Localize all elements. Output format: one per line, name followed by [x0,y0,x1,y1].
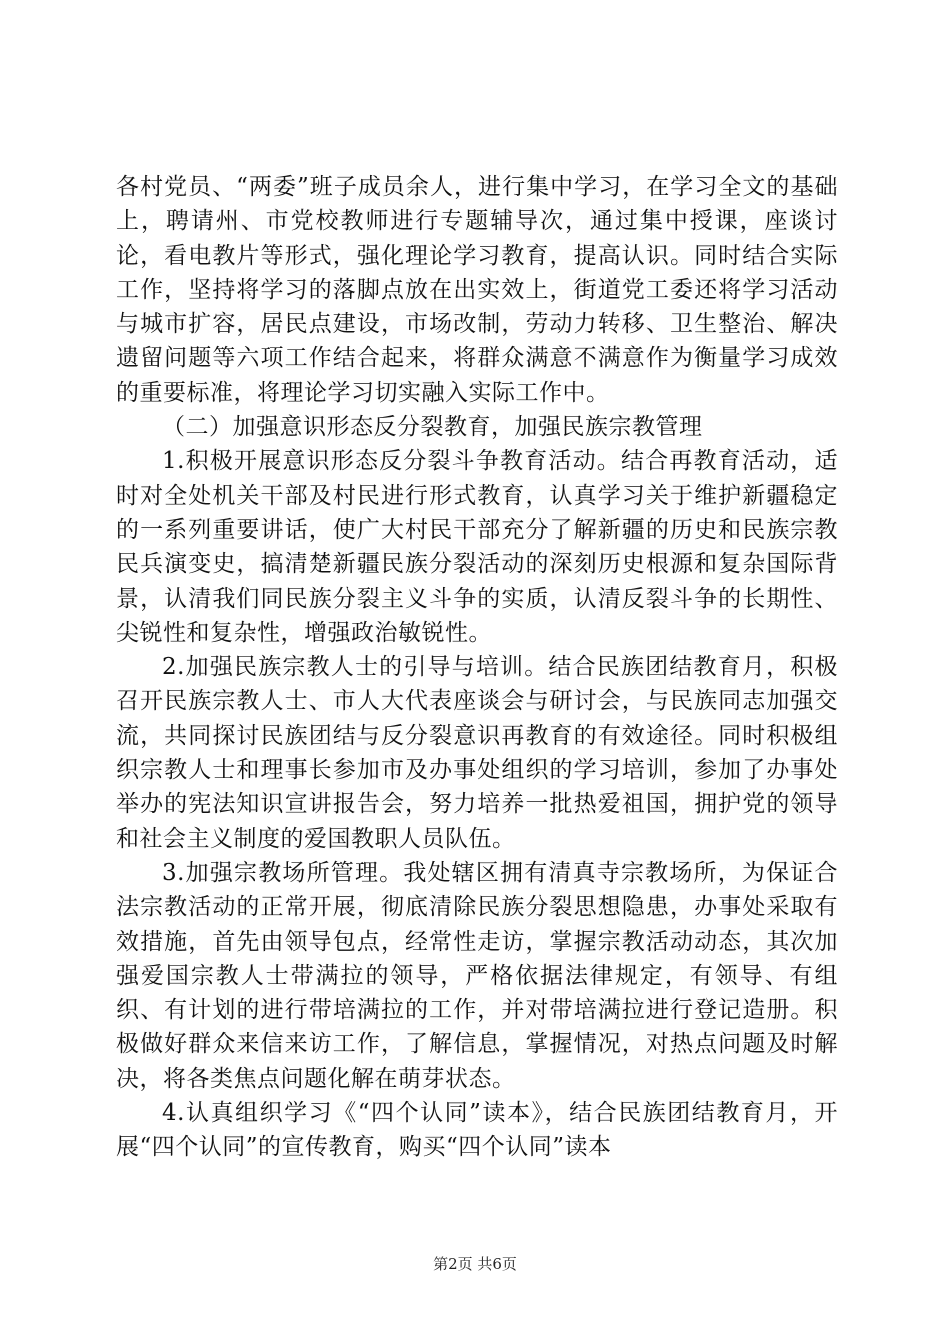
page-number-footer: 第2页 共6页 [433,1255,517,1273]
paragraph-item-2: 2.加强民族宗教人士的引导与培训。结合民族团结教育月，积极召开民族宗教人士、市人大代表座谈会与研讨会，与民族同志加强交流，共同探讨民族团结与反分裂意识再教育的有效途径。同时积极组织宗教人士和理事长参加市及办事处组织的学习培训，参加了办事处举办的宪法知识宣讲报告会，努力培养一批热爱祖国，拥护党的领导和社会主义制度的爱国教职人员队伍。 [116,654,838,852]
paragraph-item-4: 4.认真组织学习《“四个认同”读本》，结合民族团结教育月，开展“四个认同”的宣传教育，购买“四个认同”读本 [116,1100,838,1161]
document-body [116,170,838,1165]
paragraph-continuation: 各村党员、“两委”班子成员余人，进行集中学习，在学习全文的基础上，聘请州、市党校教师进行专题辅导次，通过集中授课，座谈讨论，看电教片等形式，强化理论学习教育，提高认识。同时结合实际工作，坚持将学习的落脚点放在出实效上，街道党工委还将学习活动与城市扩容，居民点建设，市场改制，劳动力转移、卫生整治、解决遗留问题等六项工作结合起来，将群众满意不满意作为衡量学习成效的重要标准，将理论学习切实融入实际工作中。 [116,174,838,406]
section-heading: （二）加强意识形态反分裂教育，加强民族宗教管理 [162,414,703,441]
paragraph-item-1: 1.积极开展意识形态反分裂斗争教育活动。结合再教育活动，适时对全处机关干部及村民进行形式教育，认真学习关于维护新疆稳定的一系列重要讲话，使广大村民干部充分了解新疆的历史和民族宗教民兵演变史，搞清楚新疆民族分裂活动的深刻历史根源和复杂国际背景，认清我们同民族分裂主义斗争的实质，认清反裂斗争的长期性、尖锐性和复杂性，增强政治敏锐性。 [116,448,838,646]
paragraph-item-3: 3.加强宗教场所管理。我处辖区拥有清真寺宗教场所，为保证合法宗教活动的正常开展，彻底清除民族分裂思想隐患，办事处采取有效措施，首先由领导包点，经常性走访，掌握宗教活动动态，其次加强爱国宗教人士带满拉的领导，严格依据法律规定，有领导、有组织、有计划的进行带培满拉的工作，并对带培满拉进行登记造册。积极做好群众来信来访工作，了解信息，掌握情况，对热点问题及时解决，将各类焦点问题化解在萌芽状态。 [116,859,838,1092]
